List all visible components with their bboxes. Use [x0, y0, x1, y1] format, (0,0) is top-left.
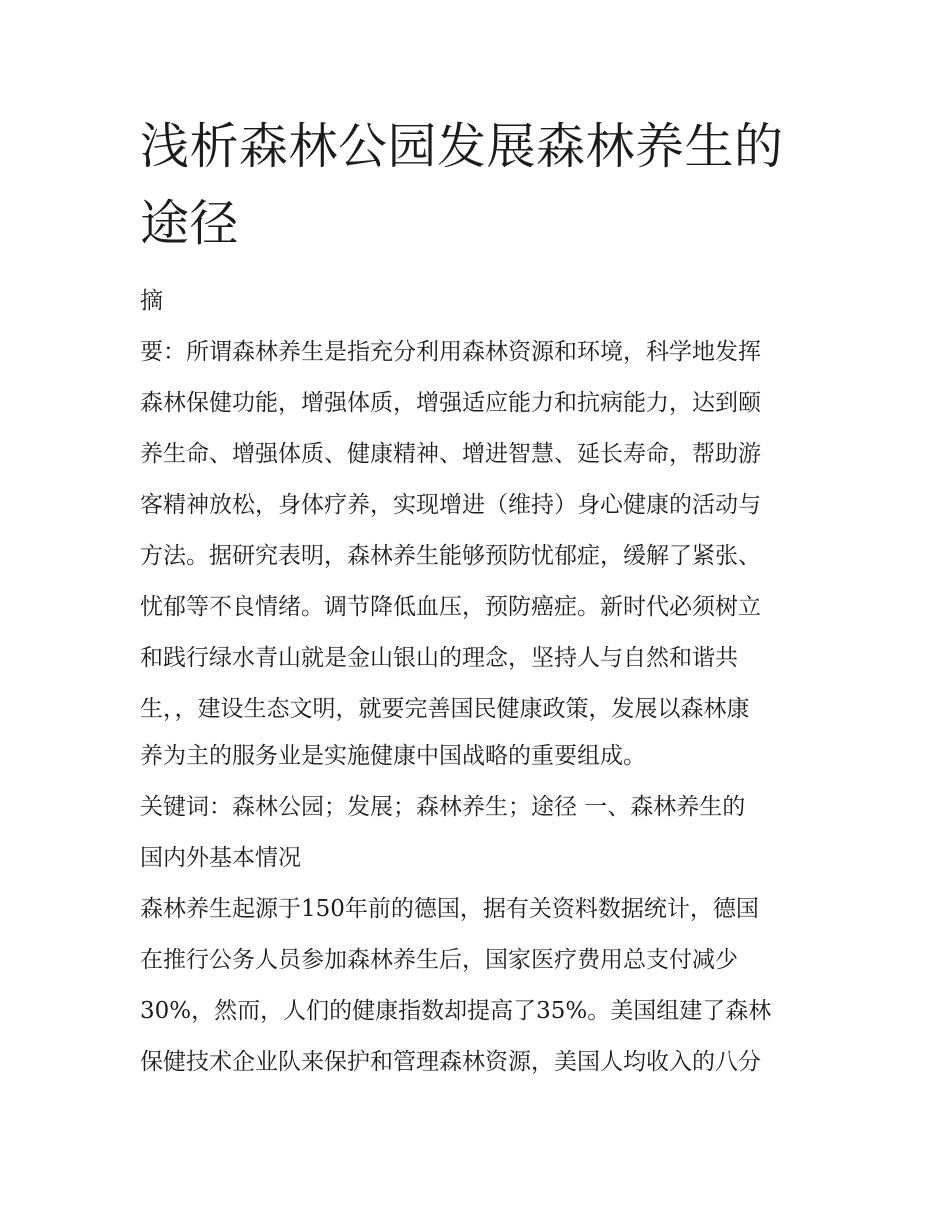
document-title: 浅析森林公园发展森林养生的途径 [140, 118, 784, 252]
section-heading-line: 国内外基本情况 [140, 845, 301, 871]
body-line: 在推行公务人员参加森林养生后，国家医疗费用总支付减少 [140, 947, 738, 973]
keywords-line: 关键词：森林公园；发展；森林养生；途径 一、森林养生的 [140, 794, 746, 820]
body-line: 森林养生起源于150年前的德国，据有关资料数据统计，德国 [140, 896, 759, 922]
body-line: 保健技术企业队来保护和管理森林资源，美国人均收入的八分 [140, 1049, 761, 1075]
body-line: 和践行绿水青山就是金山银山的理念，坚持人与自然和谐共 [140, 645, 738, 671]
body-line: 养生命、增强体质、健康精神、增进智慧、延长寿命，帮助游 [140, 441, 761, 467]
body-line: 森林保健功能，增强体质，增强适应能力和抗病能力，达到颐 [140, 390, 761, 416]
body-line: 客精神放松，身体疗养，实现增进（维持）身心健康的活动与 [140, 492, 761, 518]
body-line: 养为主的服务业是实施健康中国战略的重要组成。 [140, 743, 646, 769]
body-line: 要：所谓森林养生是指充分利用森林资源和环境，科学地发挥 [140, 339, 761, 365]
body-line: 30%，然而，人们的健康指数却提高了35%。美国组建了森林 [140, 998, 772, 1024]
body-line: 生，，建设生态文明，就要完善国民健康政策，发展以森林康 [140, 696, 750, 722]
body-line-abstract-label: 摘 [140, 288, 163, 314]
body-line: 忧郁等不良情绪。调节降低血压，预防癌症。新时代必须树立 [140, 594, 761, 620]
body-line: 方法。据研究表明，森林养生能够预防忧郁症，缓解了紧张、 [140, 543, 761, 569]
